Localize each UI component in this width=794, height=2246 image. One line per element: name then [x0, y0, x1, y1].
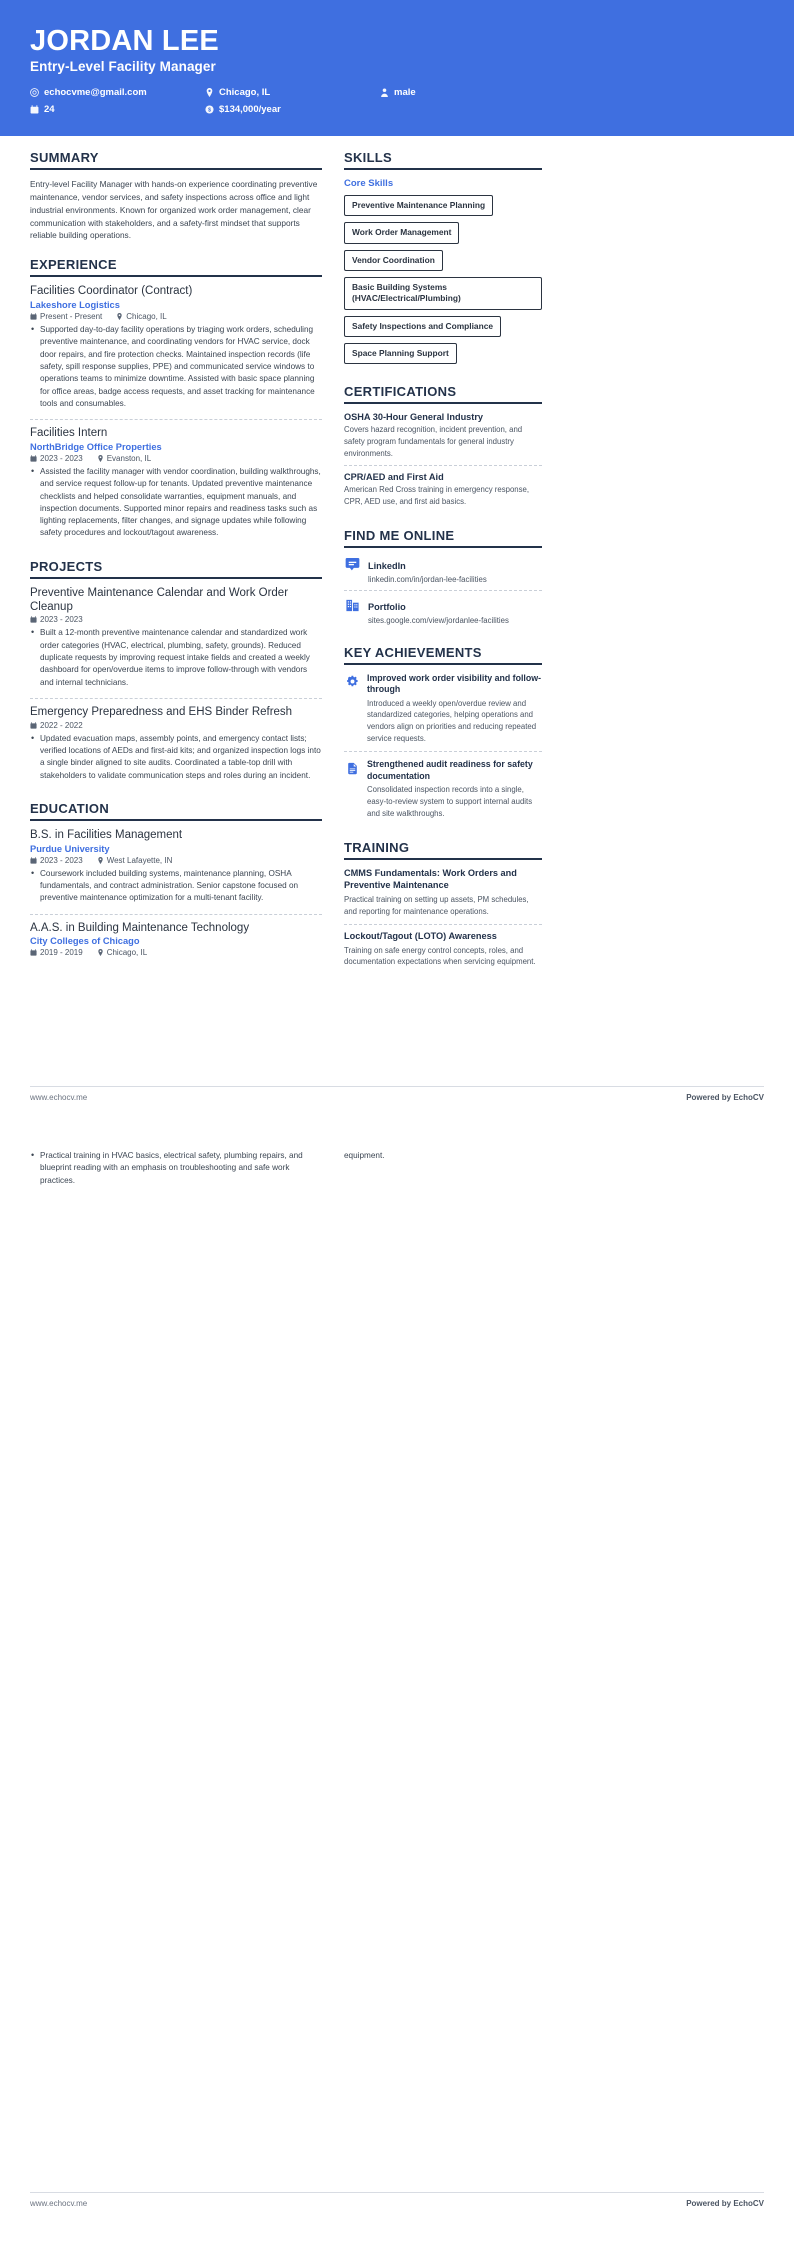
- skill-chip: Space Planning Support: [344, 343, 457, 364]
- certification-name: OSHA 30-Hour General Industry: [344, 412, 484, 423]
- certification-item: [344, 412, 542, 466]
- online-link-name: Portfolio: [368, 601, 406, 612]
- online-link-row[interactable]: [344, 597, 542, 631]
- section-find-me-online: [344, 528, 542, 631]
- achievement-text: [367, 759, 542, 819]
- entry-title: Emergency Preparedness and EHS Binder Refresh: [30, 705, 293, 718]
- calendar-icon: [30, 857, 37, 864]
- location-icon: [116, 313, 123, 320]
- entry-meta: [30, 312, 322, 321]
- page-footer: [30, 1086, 764, 1102]
- bullet-item: • Practical training in HVAC basics, electrical safety, plumbing repairs, and blueprint reading with an emphasis on troubleshooting and safe work practices.: [30, 1150, 322, 1187]
- document-icon: [344, 760, 360, 776]
- contact-email-value: echocvme@gmail.com: [44, 87, 147, 99]
- location-icon: [97, 455, 104, 462]
- calendar-icon: [30, 722, 37, 729]
- contact-gender: [380, 87, 764, 98]
- bullet-item: • Supported day-to-day facility operations by triaging work orders, scheduling preventive maintenance, and coordinating vendors for HVAC service, dock door repairs, and fire protection checks. Maintained inspection records (life safety, spill response supplies, PPE) and communicated service windows to operations teams to minimize downtime. Assisted with basic space planning for office areas, badge access requests, and asset tracking for maintenance tools and consumables.: [30, 324, 322, 410]
- entry-location-value: West Lafayette, IN: [106, 855, 173, 865]
- entry-dates-value: 2022 - 2022: [40, 720, 83, 730]
- skill-chip: Safety Inspections and Compliance: [344, 316, 501, 337]
- education-heading: EDUCATION: [30, 801, 322, 821]
- candidate-name: JORDAN LEE: [30, 25, 219, 57]
- entry-bullets: [30, 868, 322, 905]
- linkedin-icon: [344, 556, 361, 573]
- certifications-heading: CERTIFICATIONS: [344, 384, 542, 404]
- right-column-overflow: [344, 1150, 542, 1162]
- experience-heading: EXPERIENCE: [30, 257, 322, 277]
- entry-location: [97, 454, 151, 463]
- resume-body: [0, 136, 794, 988]
- project-entry: [30, 706, 322, 786]
- skills-heading: SKILLS: [344, 150, 542, 170]
- training-item: [344, 868, 542, 924]
- gear-icon: [344, 674, 360, 690]
- contact-salary: [205, 104, 380, 115]
- summary-text: Entry-level Facility Manager with hands-on experience coordinating preventive maintenance, vendor services, and safety inspections across office and light industrial environments. Known for organized work order management, clear communication with stakeholders, and a safety-first mindset that supports reliable building operations.: [30, 179, 318, 241]
- footer-site[interactable]: www.echocv.me: [30, 1093, 88, 1102]
- entry-dates-value: Present - Present: [40, 312, 103, 322]
- achievement-item: [344, 673, 542, 753]
- contact-age-value: 24: [44, 104, 55, 116]
- section-education: [30, 801, 322, 962]
- bullet-item: • Updated evacuation maps, assembly points, and emergency contact lists; verified locations of AEDs and first-aid kits; and organized inspection logs into a single binder aligned to site audits. Coordinated a table-top drill with stakeholders to validate communication steps and roles during an incident.: [30, 733, 322, 782]
- entry-meta: [30, 454, 322, 463]
- entry-title: B.S. in Facilities Management: [30, 828, 183, 841]
- calendar-icon: [30, 616, 37, 623]
- training-heading: TRAINING: [344, 840, 542, 860]
- entry-title: A.A.S. in Building Maintenance Technology: [30, 921, 250, 934]
- bullet-item: • Assisted the facility manager with vendor coordination, building walkthroughs, and service request follow-up for tenants. Updated preventive maintenance checklists and helped consolidate warranties, equipment manuals, and inspection documents. Supported minor repairs and readiness tasks such as lighting replacements, filter changes, and signage updates while following safety procedures and lockout/tagout awareness.: [30, 466, 322, 540]
- summary-heading: SUMMARY: [30, 150, 322, 170]
- online-link-row[interactable]: [344, 556, 542, 591]
- online-link-name: LinkedIn: [368, 560, 406, 571]
- entry-dates: [30, 948, 83, 957]
- entry-dates-value: 2023 - 2023: [40, 615, 83, 625]
- skill-chip: Vendor Coordination: [344, 250, 443, 271]
- entry-location: [97, 948, 147, 957]
- training-name: Lockout/Tagout (LOTO) Awareness: [344, 930, 497, 941]
- bullet-item: • Coursework included building systems, maintenance planning, OSHA fundamentals, and contract administration. Senior capstone focused on preventive maintenance optimization for a multi-tenant facility.: [30, 868, 322, 905]
- certification-name: CPR/AED and First Aid: [344, 472, 444, 483]
- contact-age: [30, 104, 205, 115]
- entry-location: [116, 312, 166, 321]
- entry-title: Preventive Maintenance Calendar and Work Order Cleanup: [30, 586, 289, 613]
- footer-brand: Powered by EchoCV: [686, 2199, 764, 2208]
- entry-location-value: Chicago, IL: [126, 312, 167, 322]
- entry-organization: NorthBridge Office Properties: [30, 441, 162, 452]
- section-key-achievements: [344, 645, 542, 827]
- experience-entry: [30, 427, 322, 544]
- person-icon: [380, 88, 389, 97]
- location-icon: [97, 949, 104, 956]
- entry-meta: [30, 948, 322, 957]
- contact-gender-value: male: [394, 87, 416, 99]
- entry-dates: [30, 615, 83, 624]
- achievement-item: [344, 759, 542, 826]
- key-achievements-heading: KEY ACHIEVEMENTS: [344, 645, 542, 665]
- section-skills: [344, 150, 542, 370]
- page-footer: [30, 2192, 764, 2208]
- contact-location: [205, 87, 380, 98]
- entry-dates: [30, 454, 83, 463]
- entry-dates-value: 2023 - 2023: [40, 855, 83, 865]
- entry-meta: [30, 721, 322, 730]
- entry-bullets: [30, 1150, 322, 1187]
- section-projects: [30, 559, 322, 786]
- find-me-online-heading: FIND ME ONLINE: [344, 528, 542, 548]
- entry-location: [97, 856, 173, 865]
- section-training: [344, 840, 542, 974]
- achievement-desc: Consolidated inspection records into a single, easy-to-review system to support internal audits and site walkthroughs.: [367, 785, 533, 818]
- entry-dates-value: 2019 - 2019: [40, 948, 83, 958]
- online-link-text: [368, 597, 509, 625]
- candidate-role: Entry-Level Facility Manager: [30, 59, 216, 75]
- right-column: [344, 150, 542, 988]
- skills-subheading: Core Skills: [344, 178, 394, 189]
- page-2-overflow: [30, 1150, 764, 1189]
- entry-dates: [30, 721, 83, 730]
- contact-grid: [30, 87, 764, 115]
- achievement-desc: Introduced a weekly open/overdue review and standardized categories, helping operations and vendors align on priorities and reducing repeated service requests.: [367, 698, 537, 743]
- training-name: CMMS Fundamentals: Work Orders and Preventive Maintenance: [344, 868, 517, 891]
- entry-meta: [30, 856, 322, 865]
- entry-bullets: [30, 733, 322, 782]
- education-entry: [30, 922, 322, 963]
- entry-title: Facilities Coordinator (Contract): [30, 285, 193, 298]
- entry-title: Facilities Intern: [30, 427, 108, 440]
- entry-bullets: [30, 466, 322, 540]
- achievement-text: [367, 673, 542, 745]
- portfolio-icon: [344, 597, 361, 614]
- calendar-icon: [30, 455, 37, 462]
- entry-meta: [30, 615, 322, 624]
- entry-dates: [30, 312, 102, 321]
- calendar-icon: [30, 949, 37, 956]
- certification-item: [344, 472, 542, 513]
- project-entry: [30, 587, 322, 699]
- online-link-url[interactable]: sites.google.com/view/jordanlee-facilities: [368, 615, 509, 625]
- entry-organization: City Colleges of Chicago: [30, 936, 140, 947]
- training-item: [344, 931, 542, 974]
- footer-brand: Powered by EchoCV: [686, 1093, 764, 1102]
- entry-bullets: [30, 627, 322, 688]
- training-desc: Practical training on setting up assets, PM schedules, and reporting for maintenance operations.: [344, 895, 529, 916]
- skill-chip: Basic Building Systems (HVAC/Electrical/Plumbing): [344, 277, 542, 310]
- training-desc: Training on safe energy control concepts, roles, and documentation expectations when servicing equipment.: [344, 945, 536, 967]
- email-icon: [30, 88, 39, 97]
- contact-salary-value: $134,000/year: [219, 104, 281, 116]
- svg-text:$: $: [208, 107, 211, 114]
- education-entry: [30, 829, 322, 915]
- certification-desc: American Red Cross training in emergency response, CPR, AED use, and first aid basics.: [344, 485, 530, 507]
- money-icon: [205, 105, 214, 114]
- certification-desc: Covers hazard recognition, incident prevention, and safety program fundamentals for general industry environments.: [344, 425, 523, 458]
- online-link-url[interactable]: linkedin.com/in/jordan-lee-facilities: [368, 574, 487, 584]
- experience-entry: [30, 285, 322, 420]
- section-summary: [30, 150, 322, 242]
- entry-dates: [30, 856, 83, 865]
- contact-location-value: Chicago, IL: [219, 87, 271, 99]
- achievement-title: Improved work order visibility and follow-through: [367, 672, 542, 695]
- calendar-icon: [30, 313, 37, 320]
- left-column-overflow: [30, 1150, 322, 1189]
- calendar-icon: [30, 105, 39, 114]
- entry-dates-value: 2023 - 2023: [40, 453, 83, 463]
- location-icon: [97, 857, 104, 864]
- entry-location-value: Chicago, IL: [106, 948, 148, 958]
- online-link-text: [368, 556, 487, 584]
- entry-location-value: Evanston, IL: [106, 453, 152, 463]
- projects-heading: PROJECTS: [30, 559, 322, 579]
- entry-organization: Lakeshore Logistics: [30, 300, 120, 311]
- entry-bullets: [30, 324, 322, 410]
- section-certifications: [344, 384, 542, 513]
- contact-email: [30, 87, 205, 98]
- entry-organization: Purdue University: [30, 843, 110, 854]
- achievement-title: Strengthened audit readiness for safety documentation: [367, 759, 533, 781]
- skill-chip: Preventive Maintenance Planning: [344, 195, 493, 216]
- location-icon: [205, 88, 214, 97]
- section-experience: [30, 257, 322, 543]
- overflow-text: equipment.: [344, 1151, 385, 1160]
- footer-site[interactable]: www.echocv.me: [30, 2199, 88, 2208]
- resume-header: [0, 0, 794, 136]
- skill-chip: Work Order Management: [344, 222, 459, 243]
- bullet-item: • Built a 12-month preventive maintenance calendar and standardized work order categories (HVAC, electrical, plumbing, safety, grounds). Reduced duplicate requests by improving request intake fields and created a weekly dashboard for open/overdue items to improve follow-through with vendors and internal technicians.: [30, 627, 322, 688]
- left-column: [30, 150, 322, 977]
